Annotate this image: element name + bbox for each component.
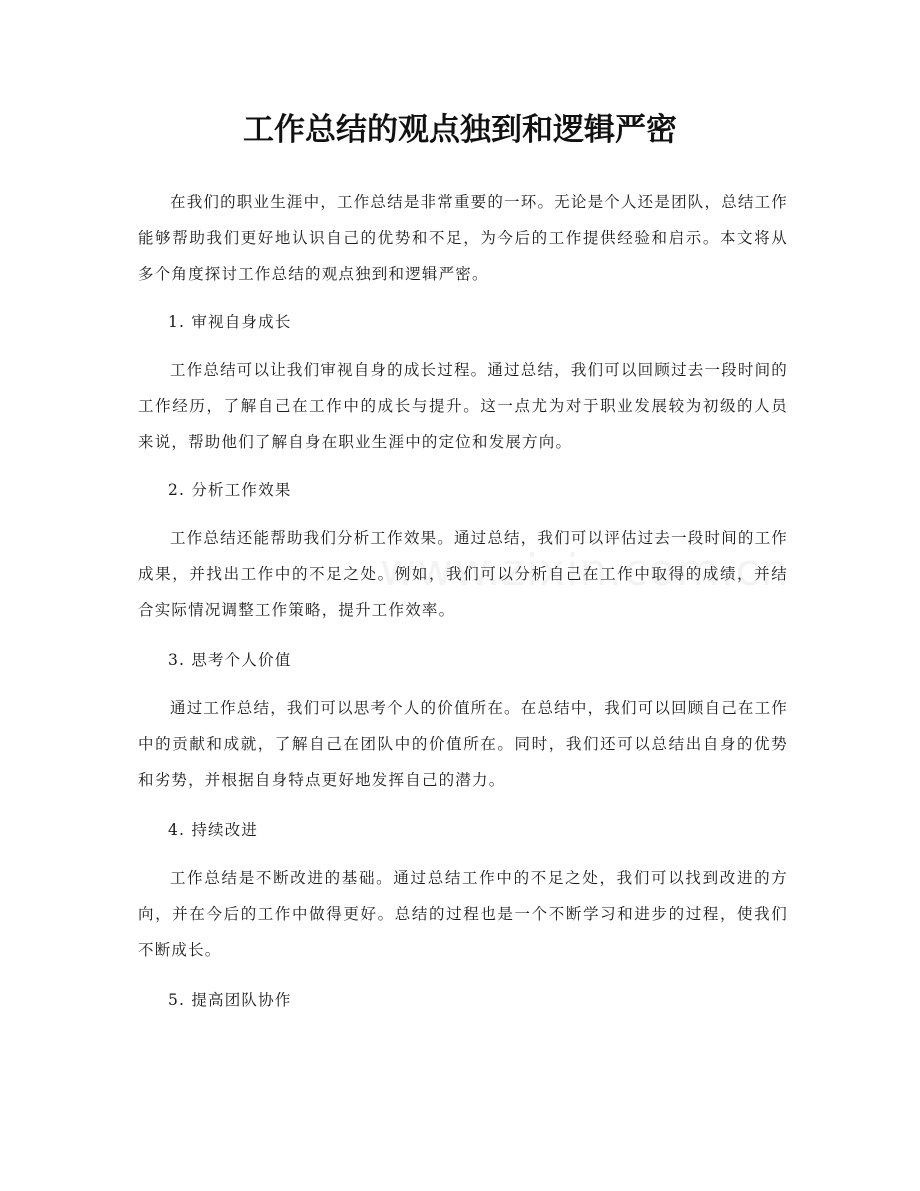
page-title: 工作总结的观点独到和逻辑严密 (243, 112, 677, 148)
section-3-heading: 3. 思考个人价值 (168, 651, 292, 669)
section-5-heading: 5. 提高团队协作 (168, 991, 292, 1009)
section-4-paragraph: 工作总结是不断改进的基础。通过总结工作中的不足之处，我们可以找到改进的方向，并在今后的工作中做得更好。总结的过程也是一个不断学习和进步的过程，使我们不断成长。 (138, 869, 788, 959)
section-2-paragraph: 工作总结还能帮助我们分析工作效果。通过总结，我们可以评估过去一段时间的工作成果，并找出工作中的不足之处。例如，我们可以分析自己在工作中取得的成绩，并结合实际情况调整工作策略，提升工作效率。 (138, 529, 788, 619)
section-1-heading: 1. 审视自身成长 (168, 313, 292, 331)
section-4-heading: 4. 持续改进 (168, 821, 259, 839)
section-1-paragraph: 工作总结可以让我们审视自身的成长过程。通过总结，我们可以回顾过去一段时间的工作经历，了解自己在工作中的成长与提升。这一点尤为对于职业发展较为初级的人员来说，帮助他们了解自身在职业生涯中的定位和发展方向。 (138, 361, 788, 451)
section-2-heading: 2. 分析工作效果 (168, 481, 292, 499)
section-3-paragraph: 通过工作总结，我们可以思考个人的价值所在。在总结中，我们可以回顾自己在工作中的贡献和成就，了解自己在团队中的价值所在。同时，我们还可以总结出自身的优势和劣势，并根据自身特点更好地发挥自己的潜力。 (138, 699, 788, 789)
intro-paragraph: 在我们的职业生涯中，工作总结是非常重要的一环。无论是个人还是团队，总结工作能够帮助我们更好地认识自己的优势和不足，为今后的工作提供经验和启示。本文将从多个角度探讨工作总结的观点独到和逻辑严密。 (138, 193, 788, 283)
